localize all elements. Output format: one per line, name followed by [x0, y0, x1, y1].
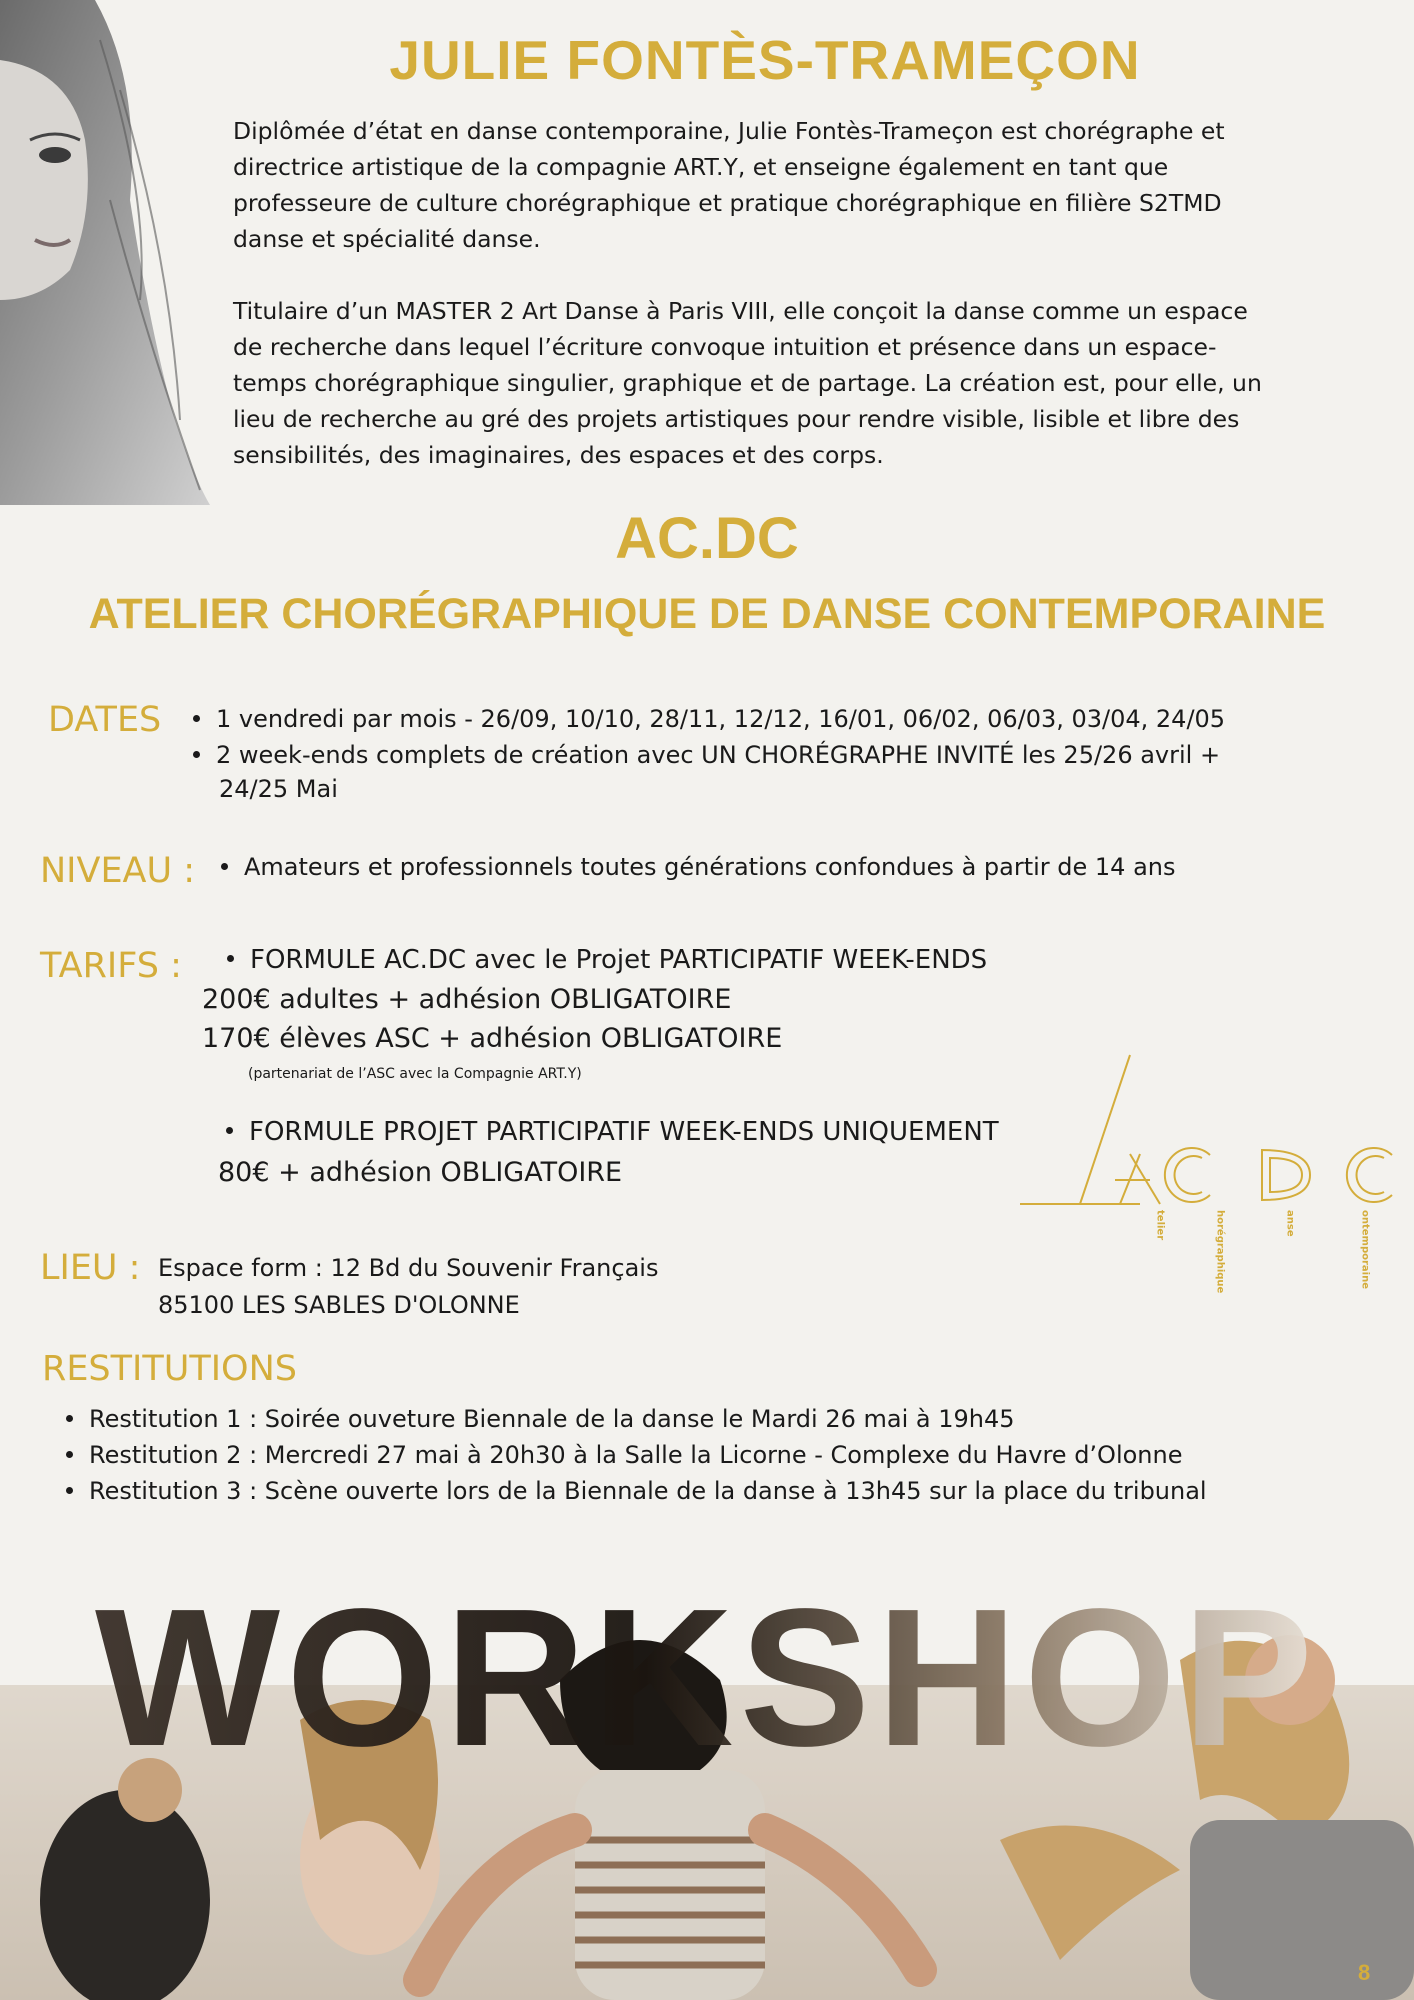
- bio-line: Titulaire d’un MASTER 2 Art Danse à Paris VIII, elle conçoit la danse comme un espace: [233, 297, 1248, 325]
- restitution-item-2: [66, 1438, 1183, 1472]
- bio-line: de recherche dans lequel l’écriture convoque intuition et présence dans un espace-: [233, 333, 1217, 361]
- tarif-formula-1: [227, 945, 987, 975]
- niveau-label: NIVEAU :: [40, 851, 196, 891]
- restitutions-label: RESTITUTIONS: [42, 1349, 297, 1389]
- restitution-item-3-text: Restitution 3 : Scène ouverte lors de la Biennale de la danse à 13h45 sur la place du tribunal: [89, 1477, 1207, 1505]
- tarif-formula-2: [226, 1117, 999, 1147]
- bullet: [227, 955, 234, 962]
- workshop-banner: [0, 1540, 1414, 2000]
- logo-word-atelier: telier: [1154, 1210, 1166, 1241]
- bio-line: temps chorégraphique singulier, graphique et de partage. La création est, pour elle, un: [233, 369, 1262, 397]
- acdc-logo: [1020, 1050, 1410, 1430]
- tarif-price-weekend: 80€ + adhésion OBLIGATOIRE: [218, 1157, 623, 1188]
- dates-label: DATES: [48, 700, 162, 740]
- logo-word-choregraphique: horégraphique: [1214, 1210, 1226, 1294]
- dates-item-1: [193, 702, 1225, 736]
- bullet: [193, 715, 200, 722]
- bullet: [66, 1487, 73, 1494]
- bio-line: professeure de culture chorégraphique et pratique chorégraphique en filière S2TMD: [233, 189, 1222, 217]
- dates-item-1-text: 1 vendredi par mois - 26/09, 10/10, 28/11, 12/12, 16/01, 06/02, 06/03, 03/04, 24/05: [216, 705, 1226, 733]
- logo-word-contemporaine: ontemporaine: [1359, 1210, 1371, 1290]
- tarif-price-students: 170€ élèves ASC + adhésion OBLIGATOIRE: [202, 1023, 783, 1054]
- bio-paragraph-1: [233, 113, 1375, 257]
- bio-line: danse et spécialité danse.: [233, 225, 541, 253]
- page-number: 8: [1358, 1960, 1371, 1985]
- bio-name-heading: JULIE FONTÈS-TRAMEÇON: [389, 29, 1141, 91]
- bio-paragraph-2: [233, 293, 1375, 473]
- tarif-formula-2-text: FORMULE PROJET PARTICIPATIF WEEK-ENDS UNIQUEMENT: [249, 1117, 999, 1147]
- dates-item-2: [193, 738, 1220, 772]
- portrait-photo: [0, 0, 210, 505]
- tarif-note: (partenariat de l’ASC avec la Compagnie ART.Y): [248, 1066, 582, 1082]
- acdc-subtitle: ATELIER CHORÉGRAPHIQUE DE DANSE CONTEMPORAINE: [88, 590, 1326, 638]
- restitution-item-2-text: Restitution 2 : Mercredi 27 mai à 20h30 à la Salle la Licorne - Complexe du Havre d’Olonne: [89, 1441, 1183, 1469]
- bullet: [193, 751, 200, 758]
- bio-line: sensibilités, des imaginaires, des espaces et des corps.: [233, 441, 884, 469]
- lieu-address-line-2: 85100 LES SABLES D'OLONNE: [158, 1291, 520, 1319]
- lieu-address-line-1: Espace form : 12 Bd du Souvenir Français: [158, 1254, 659, 1282]
- niveau-item: [221, 850, 1176, 884]
- bullet: [221, 863, 228, 870]
- lieu-label: LIEU :: [40, 1248, 141, 1288]
- bullet: [226, 1127, 233, 1134]
- bullet: [66, 1415, 73, 1422]
- bio-line: Diplômée d’état en danse contemporaine, Julie Fontès-Trameçon est chorégraphe et: [233, 117, 1225, 145]
- restitution-item-3: [66, 1474, 1207, 1508]
- restitution-item-1: [66, 1402, 1015, 1436]
- tarif-formula-1-text: FORMULE AC.DC avec le Projet PARTICIPATIF WEEK-ENDS: [250, 945, 988, 975]
- bullet: [66, 1451, 73, 1458]
- dates-item-2-continued: 24/25 Mai: [219, 775, 338, 803]
- workshop-word: WORKSHOP: [95, 1568, 1319, 1787]
- restitution-item-1-text: Restitution 1 : Soirée ouveture Biennale de la danse le Mardi 26 mai à 19h45: [89, 1405, 1015, 1433]
- bio-line: directrice artistique de la compagnie ART.Y, et enseigne également en tant que: [233, 153, 1169, 181]
- tarif-price-adults: 200€ adultes + adhésion OBLIGATOIRE: [202, 984, 732, 1015]
- niveau-item-text: Amateurs et professionnels toutes générations confondues à partir de 14 ans: [244, 853, 1176, 881]
- bio-line: lieu de recherche au gré des projets artistiques pour rendre visible, lisible et libre des: [233, 405, 1240, 433]
- logo-word-danse: anse: [1284, 1210, 1296, 1237]
- dates-item-2-text: 2 week-ends complets de création avec UN CHORÉGRAPHE INVITÉ les 25/26 avril +: [216, 741, 1221, 769]
- acdc-title: AC.DC: [615, 506, 799, 571]
- tarifs-label: TARIFS :: [40, 946, 182, 986]
